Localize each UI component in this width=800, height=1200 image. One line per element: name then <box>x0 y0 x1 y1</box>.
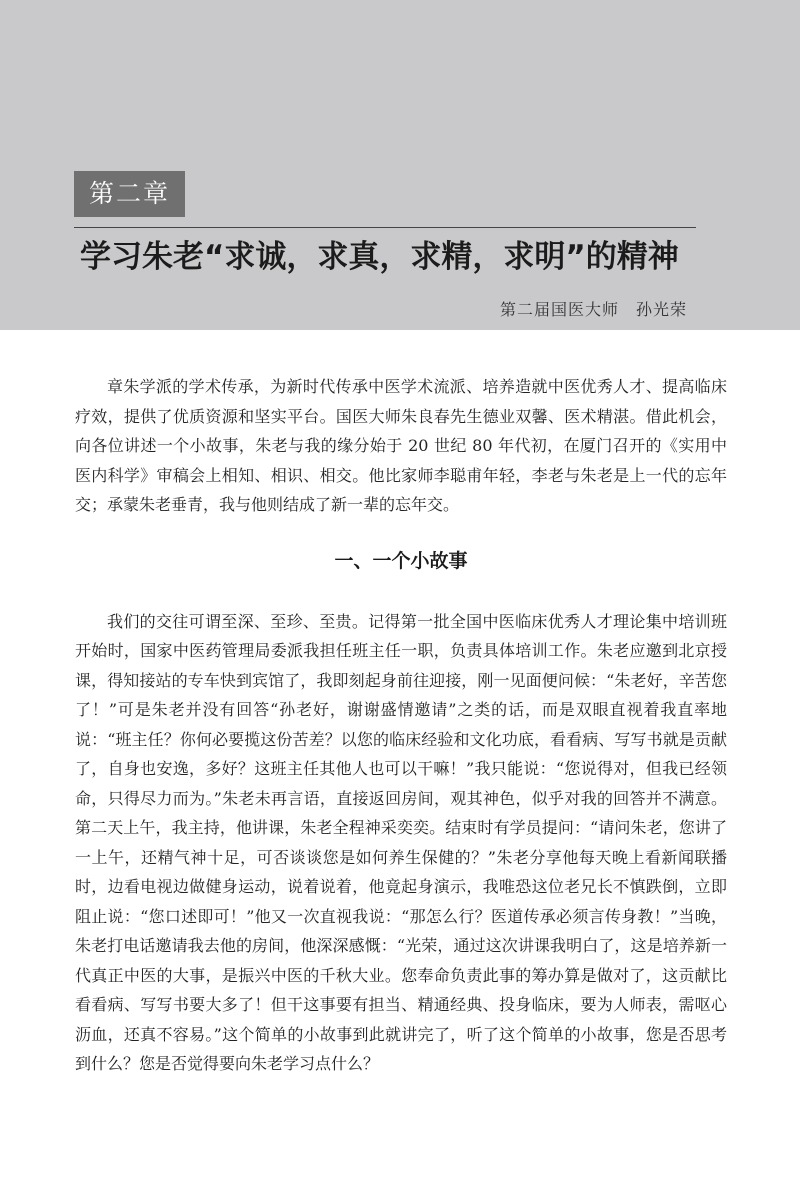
page-body <box>75 372 727 1079</box>
chapter-title: 学习朱老“求诚，求真，求精，求明”的精神 <box>80 239 679 275</box>
chapter-label: 第二章 <box>74 171 185 217</box>
story-paragraph: 我们的交往可谓至深、至珍、至贵。记得第一批全国中医临床优秀人才理论集中培训班开始时，国家中医药管理局委派我担任班主任一职，负责具体培训工作。朱老应邀到北京授课，得知接站的专车快到宾馆了，我即刻起身前往迎接，刚一见面便问候：“朱老好，辛苦您了！”可是朱老并没有回答“孙老好，谢谢盛情邀请”之类的话，而是双眼直视着我直率地说：“班主任？你何必要揽这份苦差？以您的临床经验和文化功底，看看病、写写书就是贡献了，自身也安逸，多好？这班主任其他人也可以干嘛！”我只能说：“您说得对，但我已经领命，只得尽力而为。”朱老未再言语，直接返回房间，观其神色，似乎对我的回答并不满意。第二天上午，我主持，他讲课，朱老全程神采奕奕。结束时有学员提问：“请问朱老，您讲了一上午，还精气神十足，可否谈谈您是如何养生保健的？”朱老分享他每天晚上看新闻联播时，边看电视边做健身运动，说着说着，他竟起身演示，我唯恐这位老兄长不慎跌倒，立即阻止说：“您口述即可！”他又一次直视我说：“那怎么行？医道传承必须言传身教！”当晚，朱老打电话邀请我去他的房间，他深深感慨：“光荣，通过这次讲课我明白了，这是培养新一代真正中医的大事，是振兴中医的千秋大业。您奉命负责此事的筹办算是做对了，这贡献比看看病、写写书要大多了！但干这事要有担当、精通经典、投身临床，要为人师表，需呕心沥血，还真不容易。”这个简单的小故事到此就讲完了，听了这个简单的小故事，您是否思考到什么？您是否觉得要向朱老学习点什么？ <box>75 611 727 1073</box>
section-heading: 一、一个小故事 <box>334 549 468 572</box>
title-divider <box>74 227 696 228</box>
intro-paragraph: 章朱学派的学术传承，为新时代传承中医学术流派、培养造就中医优秀人才、提高临床疗效，提供了优质资源和坚实平台。国医大师朱良春先生德业双馨、医术精湛。借此机会，向各位讲述一个小故事，朱老与我的缘分始于 20 世纪 80 年代初，在厦门召开的《实用中医内科学》审稿会上相知、相识、相交。他比家师李聪甫年轻，李老与朱老是上一代的忘年交；承蒙朱老垂青，我与他则结成了新一辈的忘年交。 <box>75 377 727 514</box>
author-line: 第二届国医大师 孙光荣 <box>499 300 687 319</box>
chapter-header-band <box>0 0 800 330</box>
